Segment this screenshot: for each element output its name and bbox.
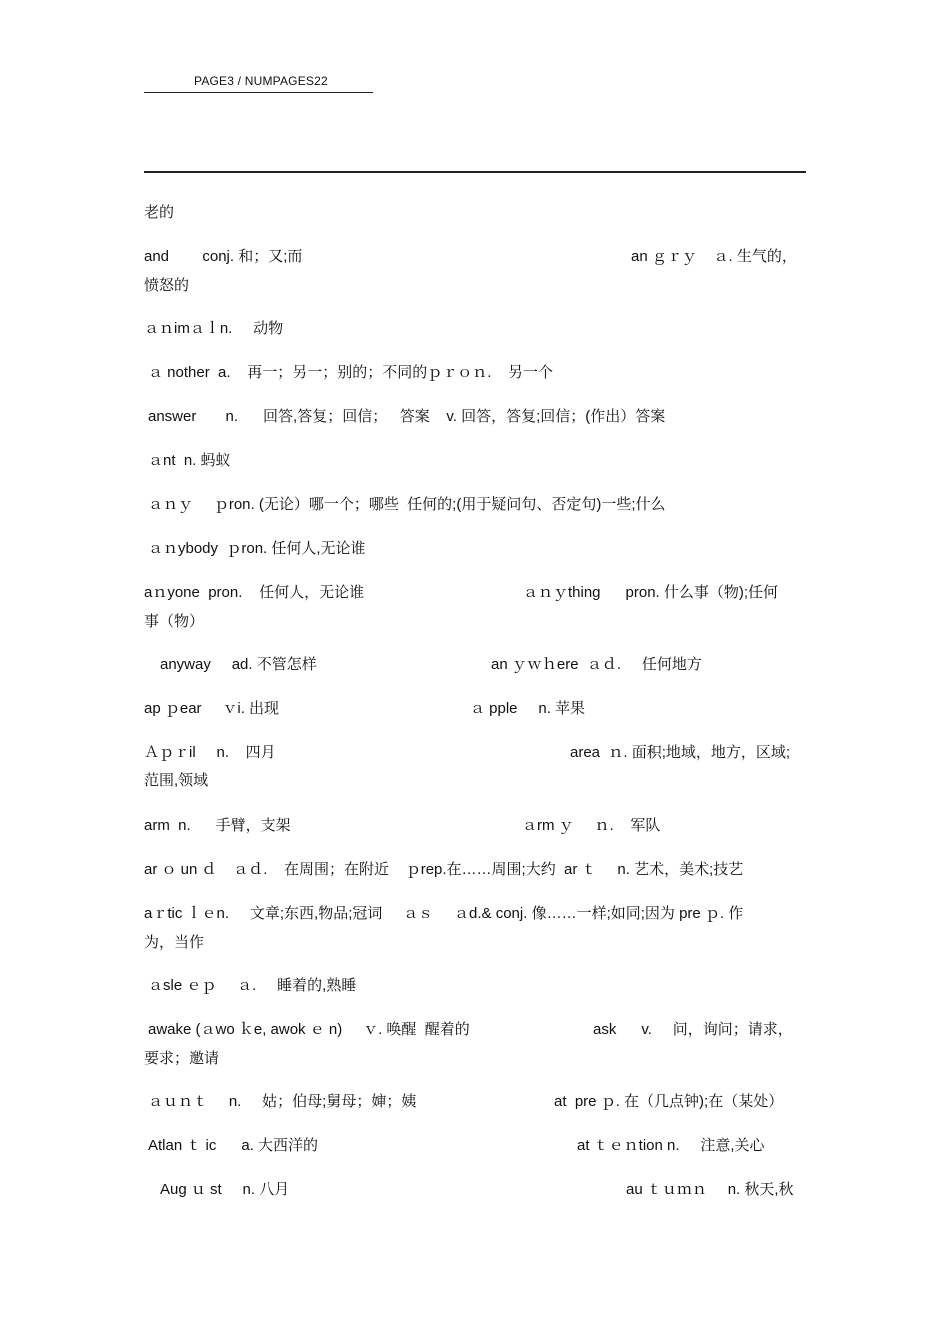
- vocab-line: Aug ｕ st n. 八月: [160, 1181, 290, 1198]
- vocab-line: awake (ａwo ｋe, awok ｅ n) ｖ. 唤醒 醒着的: [148, 1021, 470, 1038]
- vocab-line: ａｎｙ ｐron. (无论）哪一个；哪些 任何的;(用于疑问句、否定句)一些;什么: [148, 496, 666, 513]
- vocab-line: Atlan ｔ ic a. 大西洋的: [148, 1137, 319, 1154]
- vocab-line: ａnt n. 蚂蚁: [148, 452, 231, 469]
- vocab-line: 愤怒的: [144, 277, 190, 294]
- vocab-line: aｒtic ｌｅn. 文章;东西,物品;冠词 ａｓ ａd.& conj. 像……一样;如同;因为 pre ｐ. 作: [144, 905, 744, 922]
- vocab-line: an ｙｗｈere ａｄ. 任何地方: [491, 656, 702, 673]
- vocab-line: ａ pple n. 苹果: [470, 700, 586, 717]
- vocab-line: ａｎybody ｐron. 任何人,无论谁: [148, 540, 366, 557]
- vocab-line: ａsle ｅｐ ａ. 睡着的,熟睡: [148, 977, 357, 994]
- vocab-line: anyway ad. 不管怎样: [160, 656, 317, 673]
- vocab-line: at ｔｅｎtion n. 注意,关心: [577, 1137, 765, 1154]
- vocab-line: Ａｐｒil n. 四月: [144, 744, 276, 761]
- vocab-line: ask v. 问，询问；请求，: [593, 1021, 793, 1038]
- vocab-line: aｎyone pron. 任何人，无论谁: [144, 584, 365, 601]
- page-header: PAGE3 / NUMPAGES22: [194, 74, 328, 88]
- content-divider: [144, 171, 806, 173]
- vocab-line: 为，当作: [144, 934, 205, 951]
- vocab-line: ａｎimａｌn. 动物: [144, 320, 284, 337]
- vocab-line: 事（物）: [144, 613, 205, 630]
- vocab-line: 要求；邀请: [144, 1050, 220, 1067]
- vocab-line: answer n. 回答,答复；回信； 答案 v. 回答，答复;回信；(作出）答案: [148, 408, 666, 425]
- vocab-line: ar ｏ un ｄ ａｄ. 在周围；在附近 ｐrep.在……周围;大约 ar ｔ n. 艺术，美术;技艺: [144, 861, 744, 878]
- vocab-line: and conj. 和；又;而: [144, 248, 303, 265]
- vocab-line: arm n. 手臂，支架: [144, 817, 291, 834]
- vocab-line: au ｔｕｍｎ n. 秋天,秋: [626, 1181, 794, 1198]
- vocab-line: ａｎｙthing pron. 什么事（物);任何: [523, 584, 779, 601]
- vocab-line: ap ｐear ｖi. 出现: [144, 700, 280, 717]
- vocab-line: an ｇｒｙ ａ. 生气的，: [631, 248, 797, 265]
- vocab-line: ａ nother a. 再一；另一；别的；不同的ｐｒｏｎ. 另一个: [148, 364, 554, 381]
- header-divider: [144, 92, 373, 93]
- vocab-line: ａrm ｙ ｎ. 军队: [522, 817, 661, 834]
- vocab-line: 范围,领域: [144, 772, 209, 789]
- vocab-line: 老的: [144, 204, 175, 221]
- vocab-line: ａｕｎｔ n. 姑；伯母;舅母；婶；姨: [148, 1093, 417, 1110]
- vocab-line: area ｎ. 面积;地域，地方，区域;: [570, 744, 791, 761]
- vocab-line: at pre ｐ. 在（几点钟);在（某处）: [554, 1093, 784, 1110]
